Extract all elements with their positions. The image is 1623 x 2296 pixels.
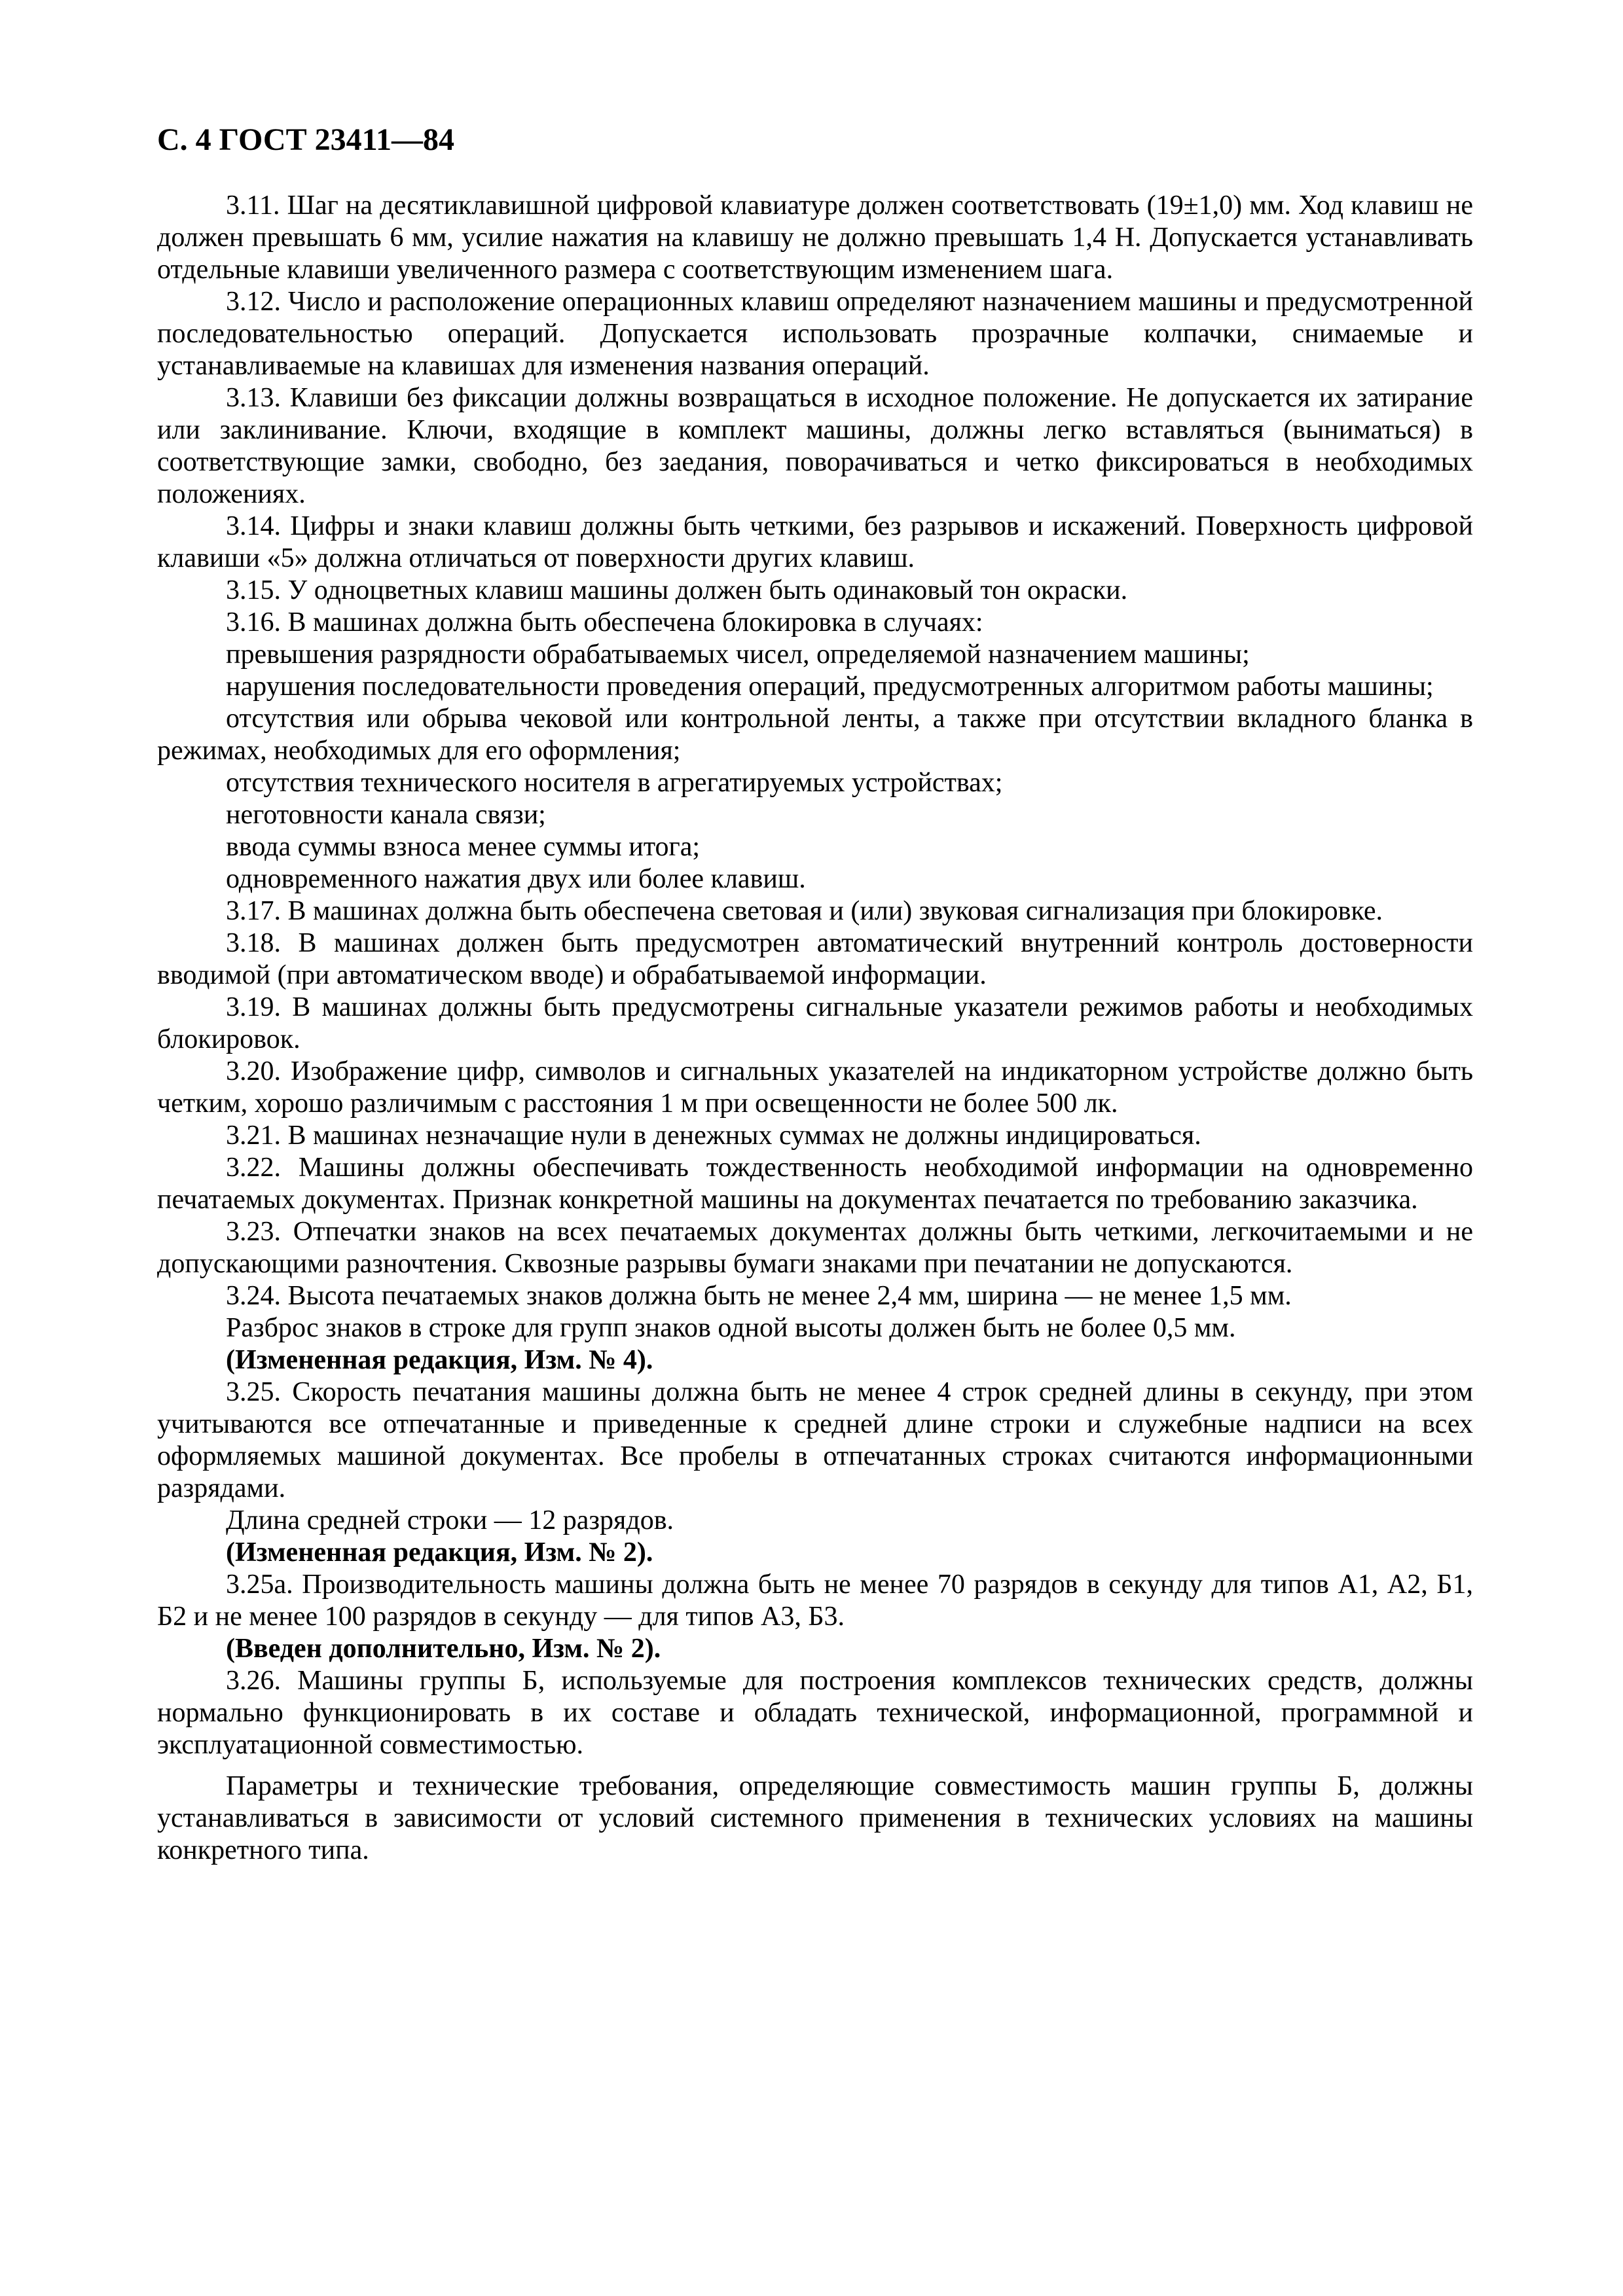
paragraph: одновременного нажатия двух или более клавиш.	[226, 864, 806, 894]
paragraph: 3.17. В машинах должна быть обеспечена световая и (или) звуковая сигнализация при блокировке.	[226, 896, 1383, 926]
paragraph: ввода суммы взноса менее суммы итога;	[226, 832, 701, 862]
paragraph: отсутствия или обрыва чековой или контрольной ленты, а также при отсутствии вкладного бланка в режимах, необходимых для его оформления;	[157, 704, 1473, 766]
paragraph: 3.12. Число и расположение операционных клавиш определяют назначением машины и предусмотренной последовательностью операций. Допускается использовать прозрачные колпачки, снимаемые и устанавливаемые на клавишах для изменения названия операций.	[157, 287, 1473, 381]
paragraph: 3.26. Машины группы Б, используемые для построения комплексов технических средств, должны нормально функционировать в их составе и обладать технической, информационной, программной и эксплуатационной совместимостью.	[157, 1666, 1473, 1760]
paragraph: нарушения последовательности проведения операций, предусмотренных алгоритмом работы машины;	[226, 672, 1434, 702]
paragraph: 3.24. Высота печатаемых знаков должна быть не менее 2,4 мм, ширина — не менее 1,5 мм.	[226, 1281, 1292, 1311]
paragraph: отсутствия технического носителя в агрегатируемых устройствах;	[226, 768, 1003, 798]
paragraph: 3.21. В машинах незначащие нули в денежных суммах не должны индицироваться.	[226, 1121, 1201, 1151]
paragraph: 3.23. Отпечатки знаков на всех печатаемых документах должны быть четкими, легкочитаемыми и не допускающими разночтения. Сквозные разрывы бумаги знаками при печатании не допускаются.	[157, 1217, 1473, 1279]
paragraph: Параметры и технические требования, определяющие совместимость машин группы Б, должны устанавливаться в зависимости от условий системного применения в технических условиях на машины конкретного типа.	[157, 1771, 1473, 1865]
paragraph: 3.11. Шаг на десятиклавишной цифровой клавиатуре должен соответствовать (19±1,0) мм. Ход клавиш не должен превышать 6 мм, усилие нажатия на клавишу не должно превышать 1,4 Н. Допускается устанавливать отдельные клавиши увеличенного размера с соответствующим изменением шага.	[157, 190, 1473, 285]
paragraph: 3.20. Изображение цифр, символов и сигнальных указателей на индикаторном устройстве должно быть четким, хорошо различимым с расстояния 1 м при освещенности не более 500 лк.	[157, 1056, 1473, 1119]
paragraph: Разброс знаков в строке для групп знаков одной высоты должен быть не более 0,5 мм.	[226, 1313, 1236, 1343]
amendment-note: (Измененная редакция, Изм. № 4).	[226, 1345, 653, 1375]
document-body	[157, 190, 1473, 1867]
paragraph: 3.13. Клавиши без фиксации должны возвращаться в исходное положение. Не допускается их затирание или заклинивание. Ключи, входящие в комплект машины, должны легко вставляться (выниматься) в соответствующие замки, свободно, без заедания, поворачиваться и четко фиксироваться в необходимых положениях.	[157, 383, 1473, 509]
paragraph: 3.15. У одноцветных клавиш машины должен быть одинаковый тон окраски.	[226, 575, 1128, 605]
paragraph: неготовности канала связи;	[226, 800, 546, 830]
paragraph: 3.25а. Производительность машины должна быть не менее 70 разрядов в секунду для типов А1, А2, Б1, Б2 и не менее 100 разрядов в секунду — для типов А3, Б3.	[157, 1570, 1473, 1632]
amendment-note: (Измененная редакция, Изм. № 2).	[226, 1537, 653, 1568]
paragraph: 3.19. В машинах должны быть предусмотрены сигнальные указатели режимов работы и необходимых блокировок.	[157, 992, 1473, 1054]
paragraph: 3.18. В машинах должен быть предусмотрен автоматический внутренний контроль достоверности вводимой (при автоматическом вводе) и обрабатываемой информации.	[157, 928, 1473, 990]
paragraph: Длина средней строки — 12 разрядов.	[226, 1505, 674, 1535]
paragraph: 3.25. Скорость печатания машины должна быть не менее 4 строк средней длины в секунду, при этом учитываются все отпечатанные и приведенные к средней длине строки и служебные надписи на всех оформляемых машиной документах. Все пробелы в отпечатанных строках считаются информационными разрядами.	[157, 1377, 1473, 1503]
paragraph: 3.14. Цифры и знаки клавиш должны быть четкими, без разрывов и искажений. Поверхность цифровой клавиши «5» должна отличаться от поверхности других клавиш.	[157, 511, 1473, 573]
paragraph: 3.16. В машинах должна быть обеспечена блокировка в случаях:	[226, 607, 983, 637]
paragraph: превышения разрядности обрабатываемых чисел, определяемой назначением машины;	[226, 639, 1250, 670]
paragraph: 3.22. Машины должны обеспечивать тождественность необходимой информации на одновременно печатаемых документах. Признак конкретной машины на документах печатается по требованию заказчика.	[157, 1153, 1473, 1215]
amendment-note: (Введен дополнительно, Изм. № 2).	[226, 1634, 661, 1664]
page-header: С. 4 ГОСТ 23411—84	[157, 122, 454, 157]
